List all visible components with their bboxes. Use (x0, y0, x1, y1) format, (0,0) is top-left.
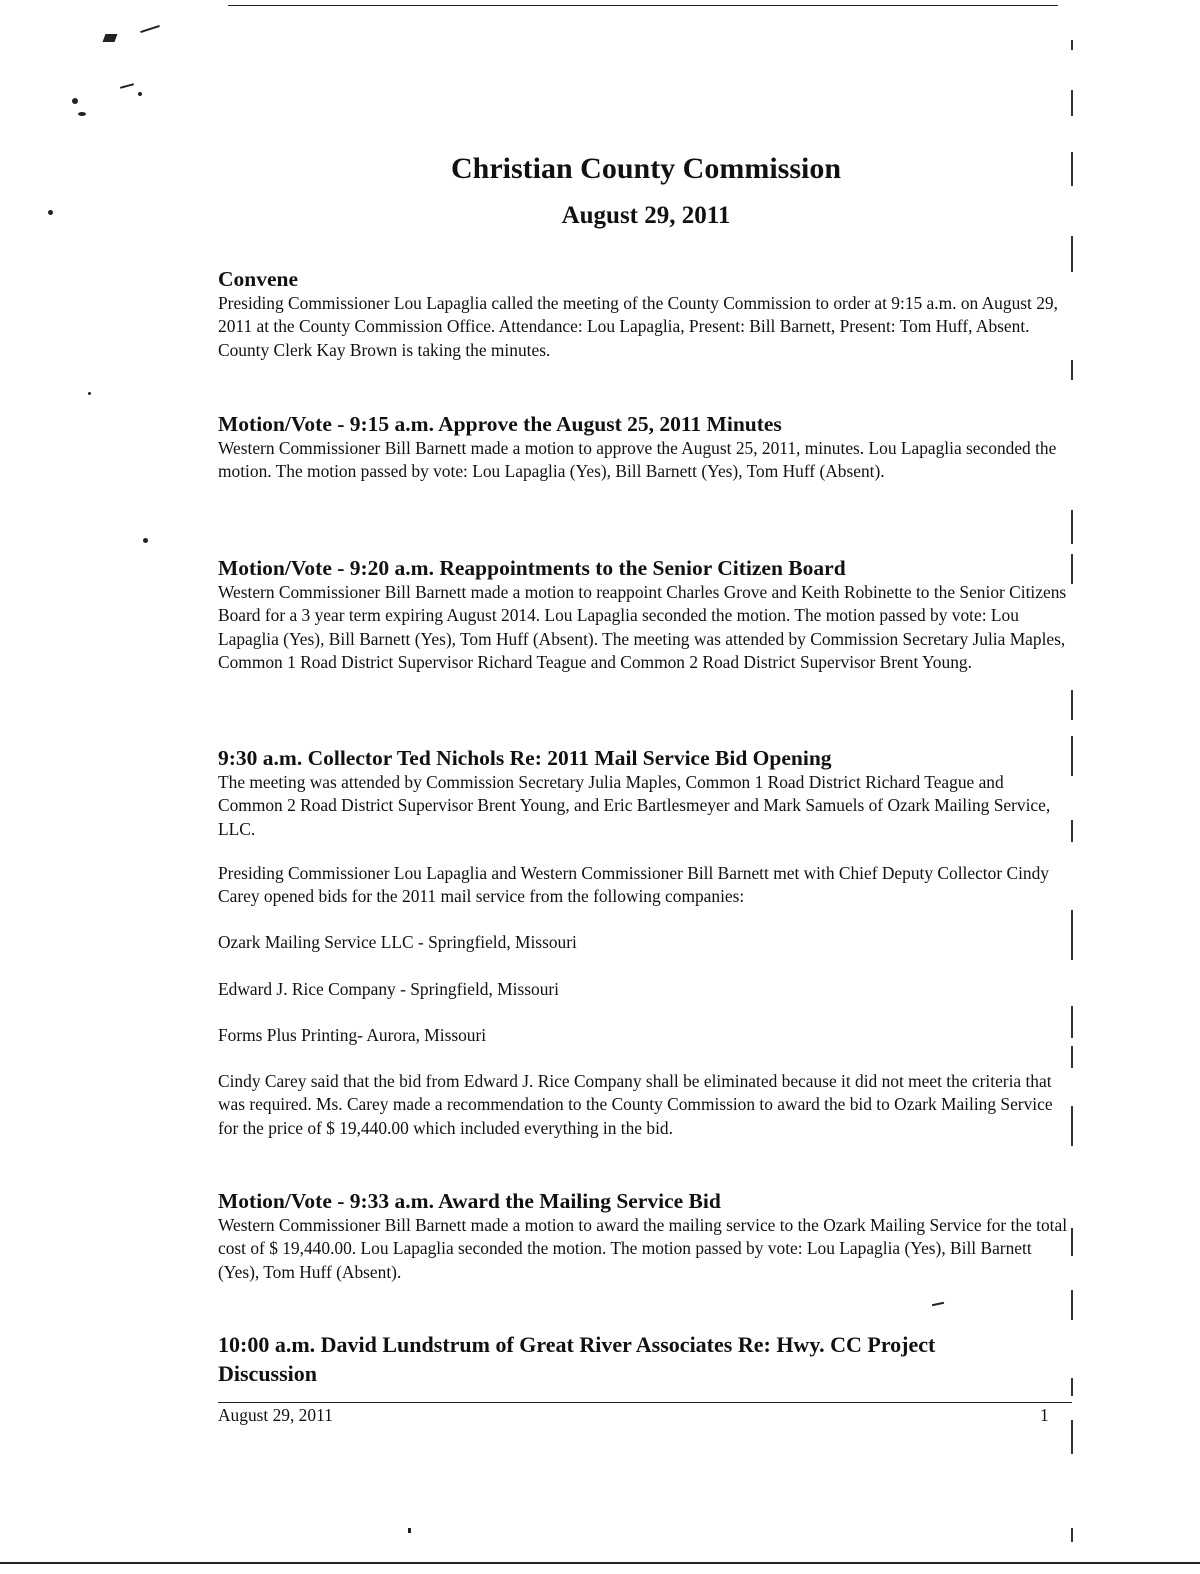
section-paragraph: The meeting was attended by Commission Secretary Julia Maples, Common 1 Road District Richard Teague and Common 2 Road District Supervisor Brent Young, and Eric Bartlesmeyer and Mark Samuels of Ozark Mailing Service, LLC. (218, 772, 1051, 839)
company-list-item: Ozark Mailing Service LLC - Springfield, Missouri (218, 932, 577, 952)
section-bid-recommendation (218, 1070, 1068, 1140)
company-list-item: Forms Plus Printing- Aurora, Missouri (218, 1025, 487, 1045)
section-heading: Motion/Vote - 9:33 a.m. Award the Mailing Service Bid (218, 1189, 721, 1213)
footer-date: August 29, 2011 (218, 1405, 333, 1425)
section-paragraph: Presiding Commissioner Lou Lapaglia and Western Commissioner Bill Barnett met with Chief Deputy Collector Cindy Carey opened bids for the 2011 mail service from the following companies: (218, 863, 1049, 907)
section-paragraph: Presiding Commissioner Lou Lapaglia called the meeting of the County Commission to order at 9:15 a.m. on August 29, 2011 at the County Commission Office. Attendance: Lou Lapaglia, Present: Bill Barnett, Present: Tom Huff, Absent. County Clerk Kay Brown is taking the minutes. (218, 293, 1058, 360)
section-heading: 9:30 a.m. Collector Ted Nichols Re: 2011 Mail Service Bid Opening (218, 746, 832, 770)
bottom-edge-rule (0, 1562, 1200, 1564)
scan-edge-marks (1068, 40, 1078, 1570)
top-edge-rule (228, 5, 1058, 6)
document-date: August 29, 2011 (561, 202, 731, 229)
section-paragraph: Western Commissioner Bill Barnett made a motion to reappoint Charles Grove and Keith Robinette to the Senior Citizens Board for a 3 year term expiring August 2014. Lou Lapaglia seconded the motion. The motion passed by vote: Lou Lapaglia (Yes), Bill Barnett (Yes), Tom Huff (Absent). The meeting was attended by Commission Secretary Julia Maples, Common 1 Road District Supervisor Richard Teague and Common 2 Road District Supervisor Brent Young. (218, 582, 1067, 672)
section-bid-opening-detail (218, 862, 1068, 909)
section-paragraph: Cindy Carey said that the bid from Edward J. Rice Company shall be eliminated because it did not meet the criteria that was required. Ms. Carey made a recommendation to the County Commission to award the bid to Ozark Mailing Service for the price of $ 19,440.00 which included everything in the bid. (218, 1071, 1053, 1138)
section-award-bid (218, 1188, 1068, 1284)
section-paragraph: Western Commissioner Bill Barnett made a motion to award the mailing service to the Ozark Mailing Service for the total cost of $ 19,440.00. Lou Lapaglia seconded the motion. The motion passed by vote: Lou Lapaglia (Yes), Bill Barnett (Yes), Tom Huff (Absent). (218, 1215, 1068, 1282)
section-heading: Motion/Vote - 9:20 a.m. Reappointments to the Senior Citizen Board (218, 556, 846, 580)
footer-rule (218, 1402, 1072, 1403)
section-bid-opening (218, 745, 1068, 841)
section-convene (218, 266, 1068, 362)
section-hwy-cc-project (218, 1330, 1018, 1388)
company-list-item: Edward J. Rice Company - Springfield, Missouri (218, 979, 560, 999)
section-approve-minutes (218, 411, 1068, 484)
section-heading: 10:00 a.m. David Lundstrum of Great River Associates Re: Hwy. CC Project Discussion (218, 1332, 936, 1386)
page-number: 1 (1040, 1405, 1049, 1425)
document-title: Christian County Commission (450, 152, 842, 185)
section-heading: Convene (218, 267, 299, 291)
section-heading: Motion/Vote - 9:15 a.m. Approve the August 25, 2011 Minutes (218, 412, 782, 436)
section-reappointments (218, 555, 1068, 674)
section-paragraph: Western Commissioner Bill Barnett made a motion to approve the August 25, 2011, minutes. Lou Lapaglia seconded the motion. The motion passed by vote: Lou Lapaglia (Yes), Bill Barnett (Yes), Tom Huff (Absent). (218, 438, 1057, 482)
